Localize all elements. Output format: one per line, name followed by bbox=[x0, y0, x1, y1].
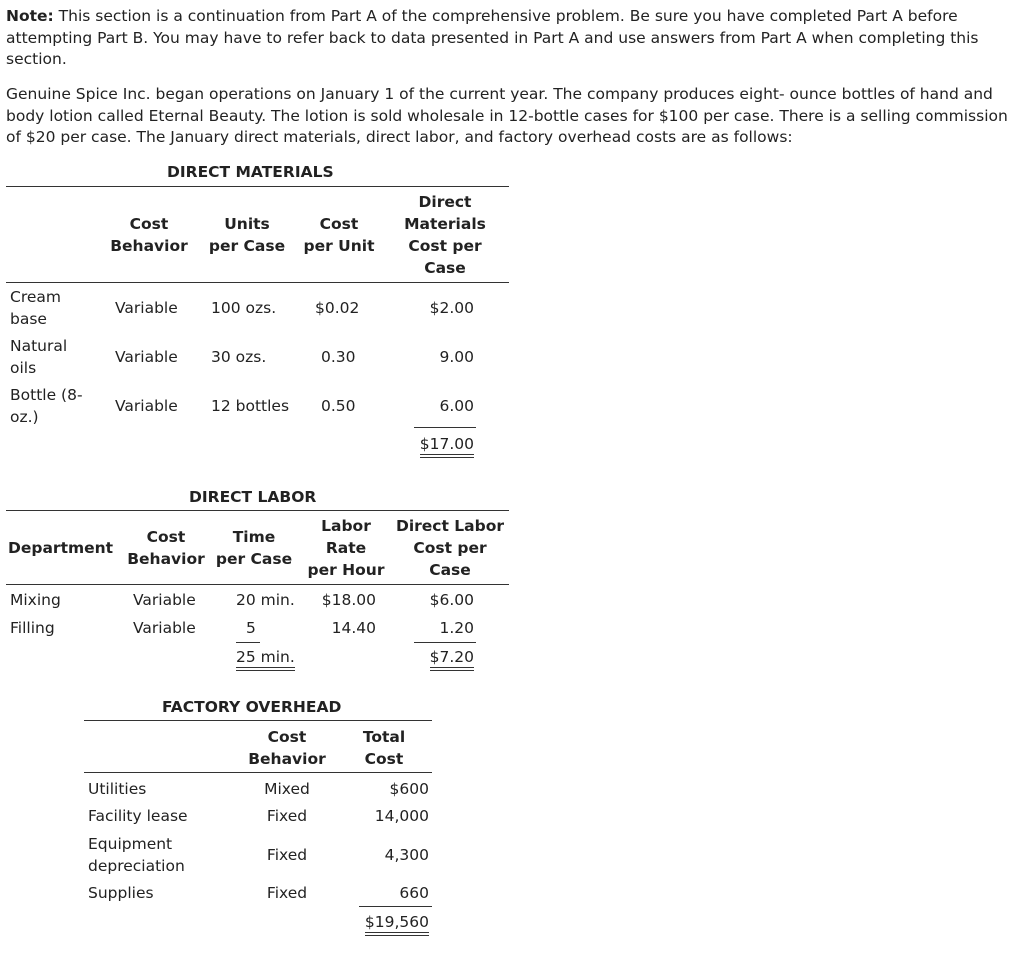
direct-labor-title: DIRECT LABOR bbox=[189, 488, 317, 506]
dl-row-rate: 14.40 bbox=[331, 619, 376, 637]
dl-time-subtotal-rule bbox=[236, 642, 260, 643]
note-label: Note: bbox=[6, 7, 54, 25]
dl-row-cost: $6.00 bbox=[429, 591, 474, 609]
fo-row-item: Supplies bbox=[88, 884, 154, 902]
dm-row-item: Natural oils bbox=[10, 337, 68, 377]
fo-header-rule bbox=[84, 772, 432, 773]
dm-row-units: 12 bottles bbox=[211, 397, 290, 415]
dm-row-units: 30 ozs. bbox=[211, 348, 267, 366]
dl-header-department: Department bbox=[8, 539, 114, 557]
dm-row-item: Cream base bbox=[10, 288, 61, 328]
dm-top-rule bbox=[6, 186, 509, 187]
fo-row-behavior: Mixed bbox=[264, 780, 310, 798]
dl-row-behavior: Variable bbox=[133, 619, 196, 637]
fo-row-item: Facility lease bbox=[88, 807, 188, 825]
factory-overhead-title: FACTORY OVERHEAD bbox=[162, 698, 342, 716]
fo-row-cost: $600 bbox=[389, 780, 429, 798]
dl-row-time: 20 min. bbox=[236, 591, 295, 609]
fo-row-item: Utilities bbox=[88, 780, 147, 798]
dm-row-cost-case: $2.00 bbox=[429, 299, 474, 317]
dm-row-behavior: Variable bbox=[115, 348, 178, 366]
dl-header-cost-behavior: Cost Behavior bbox=[127, 528, 205, 568]
dl-header-time-per-case: Time per Case bbox=[215, 528, 293, 568]
dl-total-cost: $7.20 bbox=[400, 646, 474, 668]
dm-subtotal-rule bbox=[414, 427, 476, 428]
description-paragraph: Genuine Spice Inc. began operations on January 1 of the current year. The company produces eight- ounce bottles of hand and body lotion called Eternal Beauty. The lotion is sold wholesale in 12-bottle cases for $100 per case. There is a selling commission of $20 per case. The January direct materials, direct labor, and factory overhead costs are as follows: bbox=[6, 85, 1008, 146]
dl-row-behavior: Variable bbox=[133, 591, 196, 609]
dl-row-dept: Filling bbox=[10, 619, 55, 637]
fo-top-rule bbox=[84, 720, 432, 721]
dl-row-cost: 1.20 bbox=[439, 619, 474, 637]
dl-total-time: 25 min. bbox=[236, 646, 295, 668]
dl-header-rule bbox=[6, 584, 509, 585]
fo-total: $19,560 bbox=[350, 911, 429, 933]
dl-row-time: 5 bbox=[246, 619, 256, 637]
dm-header-materials-cost-per-case: Direct Materials Cost per Case bbox=[404, 193, 486, 277]
fo-row-item: Equipment depreciation bbox=[88, 835, 185, 875]
direct-materials-title: DIRECT MATERIALS bbox=[167, 163, 334, 181]
dm-row-cost-unit: 0.50 bbox=[321, 397, 356, 415]
dm-row-cost-case: 9.00 bbox=[439, 348, 474, 366]
fo-header-cost-behavior: Cost Behavior bbox=[248, 728, 326, 768]
fo-row-cost: 14,000 bbox=[374, 807, 429, 825]
fo-row-cost: 4,300 bbox=[384, 846, 429, 864]
dl-header-labor-rate: Labor Rate per Hour bbox=[307, 517, 385, 579]
dm-header-cost-per-unit: Cost per Unit bbox=[303, 215, 375, 255]
fo-row-cost: 660 bbox=[399, 884, 429, 902]
note-paragraph bbox=[6, 6, 1020, 71]
dm-header-cost-behavior: Cost Behavior bbox=[110, 215, 188, 255]
dl-top-rule bbox=[6, 510, 509, 511]
dl-cost-subtotal-rule bbox=[414, 642, 476, 643]
dm-row-cost-unit: 0.30 bbox=[321, 348, 356, 366]
dm-row-cost-case: 6.00 bbox=[439, 397, 474, 415]
dl-row-dept: Mixing bbox=[10, 591, 61, 609]
fo-subtotal-rule bbox=[359, 906, 432, 907]
dm-total: $17.00 bbox=[400, 433, 474, 455]
dm-header-units-per-case: Units per Case bbox=[208, 215, 286, 255]
dm-row-item: Bottle (8-oz.) bbox=[10, 386, 83, 426]
dm-row-units: 100 ozs. bbox=[211, 299, 277, 317]
fo-header-total-cost: Total Cost bbox=[362, 728, 406, 768]
fo-row-behavior: Fixed bbox=[266, 884, 308, 902]
dm-row-behavior: Variable bbox=[115, 397, 178, 415]
dm-row-behavior: Variable bbox=[115, 299, 178, 317]
fo-row-behavior: Fixed bbox=[266, 846, 308, 864]
note-text: This section is a continuation from Part A of the comprehensive problem. Be sure you have completed Part A before attempting Part B. You may have to refer back to data presented in Part A and use answers from Part A when completing this section. bbox=[6, 7, 979, 68]
dl-row-rate: $18.00 bbox=[321, 591, 376, 609]
dm-header-rule bbox=[6, 282, 509, 283]
fo-row-behavior: Fixed bbox=[266, 807, 308, 825]
dl-header-labor-cost: Direct Labor Cost per Case bbox=[395, 517, 505, 579]
dm-row-cost-unit: $0.02 bbox=[315, 299, 360, 317]
